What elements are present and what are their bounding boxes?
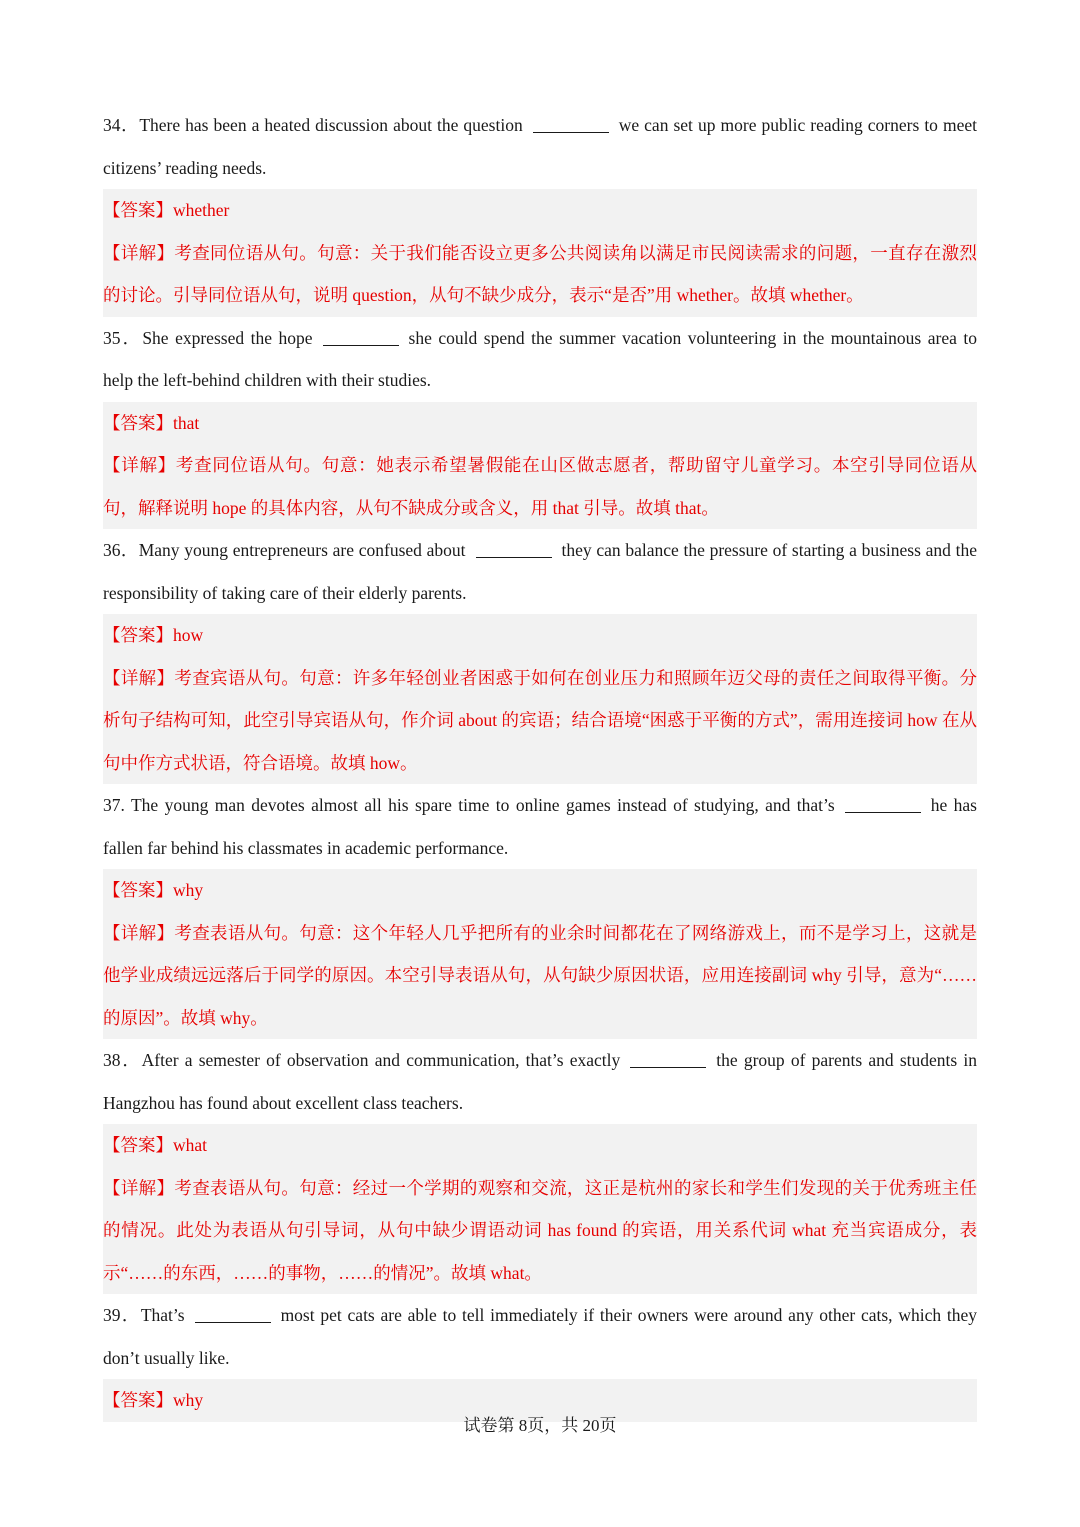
- question-number: 34: [103, 115, 121, 135]
- question-text-before: The young man devotes almost all his spare time to online games instead of studying, and that’s: [130, 795, 835, 815]
- solution-box-37: [103, 869, 977, 1039]
- detail-tag: 【详解】: [103, 667, 175, 688]
- answer-line: [103, 189, 977, 232]
- question-text-after: she could spend the summer vacation volunteering in the mountainous area to help the left-behind children with their studies.: [103, 327, 978, 390]
- answer-blank: [630, 1066, 706, 1068]
- answer-value: whether: [173, 200, 230, 220]
- question-36: 36．Many young entrepreneurs are confused about they can balance the pressure of starting a business and the responsibility of taking care of their elderly parents.: [103, 540, 977, 603]
- detail-line: [103, 444, 977, 529]
- answer-line: [103, 402, 977, 445]
- detail-text: 考查表语从句。句意：经过一个学期的观察和交流，这正是杭州的家长和学生们发现的关于优秀班主任的情况。此处为表语从句引导词，从句中缺少谓语动词 has found 的宾语，用关系代词 what 充当宾语成分，表示“……的东西，……的事物，……的情况”。故填 what。: [103, 1177, 977, 1283]
- detail-line: [103, 1167, 977, 1295]
- answer-line: [103, 1124, 977, 1167]
- solution-box-35: [103, 402, 977, 530]
- question-text-before: That’s: [140, 1305, 185, 1325]
- question-text-after: the group of parents and students in Hangzhou has found about excellent class teachers.: [103, 1050, 978, 1113]
- solution-box-34: [103, 189, 977, 317]
- question-number: 38: [103, 1050, 121, 1070]
- solution-box-36: [103, 614, 977, 784]
- answer-tag: 【答案】: [103, 625, 173, 645]
- answer-blank: [323, 344, 399, 346]
- detail-text: 考查同位语从句。句意：她表示希望暑假能在山区做志愿者，帮助留守儿童学习。本空引导同位语从句，解释说明 hope 的具体内容，从句不缺成分或含义，用 that 引导。故填 that。: [103, 455, 978, 518]
- answer-value: what: [173, 1135, 208, 1155]
- page-footer: 试卷第 8页，共 20页: [463, 1416, 617, 1435]
- answer-value: why: [173, 880, 204, 900]
- question-text-after: they can balance the pressure of starting a business and the responsibility of taking care of their elderly parents.: [103, 540, 977, 603]
- detail-line: [103, 232, 977, 317]
- answer-value: how: [173, 625, 204, 645]
- answer-tag: 【答案】: [103, 1135, 173, 1155]
- answer-blank: [476, 556, 552, 558]
- detail-tag: 【详解】: [103, 922, 175, 943]
- question-number: 36: [103, 540, 121, 560]
- answer-line: [103, 869, 977, 912]
- detail-line: [103, 912, 977, 1040]
- answer-blank: [845, 811, 921, 813]
- detail-text: 考查表语从句。句意：这个年轻人几乎把所有的业余时间都花在了网络游戏上，而不是学习上，这就是他学业成绩远远落后于同学的原因。本空引导表语从句，从句缺少原因状语，应用连接副词 why 引导，意为“……的原因”。故填 why。: [103, 922, 977, 1028]
- answer-tag: 【答案】: [103, 1390, 173, 1410]
- answer-blank: [195, 1321, 271, 1323]
- question-34: 34．There has been a heated discussion about the question we can set up more public reading corners to meet citizens’ reading needs.: [103, 115, 977, 178]
- question-number: 39: [103, 1305, 121, 1325]
- answer-tag: 【答案】: [103, 200, 173, 220]
- answer-tag: 【答案】: [103, 412, 173, 433]
- detail-line: [103, 657, 977, 785]
- detail-tag: 【详解】: [103, 455, 176, 475]
- answer-value: why: [173, 1390, 204, 1410]
- question-text-after: most pet cats are able to tell immediately if their owners were around any other cats, which they don’t usually like.: [103, 1305, 977, 1368]
- answer-blank: [533, 131, 609, 133]
- question-35: 35．She expressed the hope she could spend the summer vacation volunteering in the mountainous area to help the left-behind children with their studies.: [103, 327, 978, 390]
- question-list: [103, 104, 977, 1422]
- question-number: 35: [103, 327, 121, 348]
- answer-line: [103, 614, 977, 657]
- answer-value: that: [173, 412, 200, 433]
- question-text-after: he has fallen far behind his classmates in academic performance.: [103, 795, 977, 858]
- question-number: 37: [103, 795, 121, 815]
- answer-tag: 【答案】: [103, 880, 173, 900]
- detail-tag: 【详解】: [103, 242, 175, 263]
- detail-text: 考查宾语从句。句意：许多年轻创业者困惑于如何在创业压力和照顾年迈父母的责任之间取得平衡。分析句子结构可知，此空引导宾语从句，作介词 about 的宾语；结合语境“困惑于平衡的方式”，需用连接词 how 在从句中作方式状语，符合语境。故填 how。: [103, 667, 977, 773]
- question-text-after: we can set up more public reading corners to meet citizens’ reading needs.: [103, 115, 977, 178]
- question-39: 39．That’s most pet cats are able to tell immediately if their owners were around any other cats, which they don’t usually like.: [103, 1305, 977, 1368]
- question-37: 37. The young man devotes almost all his spare time to online games instead of studying, and that’s he has fallen far behind his classmates in academic performance.: [103, 795, 977, 858]
- detail-tag: 【详解】: [103, 1177, 175, 1198]
- question-text-before: She expressed the hope: [142, 327, 313, 348]
- question-text-before: Many young entrepreneurs are confused about: [138, 540, 466, 560]
- detail-text: 考查同位语从句。句意：关于我们能否设立更多公共阅读角以满足市民阅读需求的问题，一直存在激烈的讨论。引导同位语从句，说明 question，从句不缺少成分，表示“是否”用 whether。故填 whether。: [103, 242, 977, 305]
- question-text-before: After a semester of observation and communication, that’s exactly: [141, 1050, 621, 1070]
- solution-box-38: [103, 1124, 977, 1294]
- question-text-before: There has been a heated discussion about the question: [139, 115, 523, 135]
- question-38: 38．After a semester of observation and communication, that’s exactly the group of parents and students in Hangzhou has found about excellent class teachers.: [103, 1050, 978, 1113]
